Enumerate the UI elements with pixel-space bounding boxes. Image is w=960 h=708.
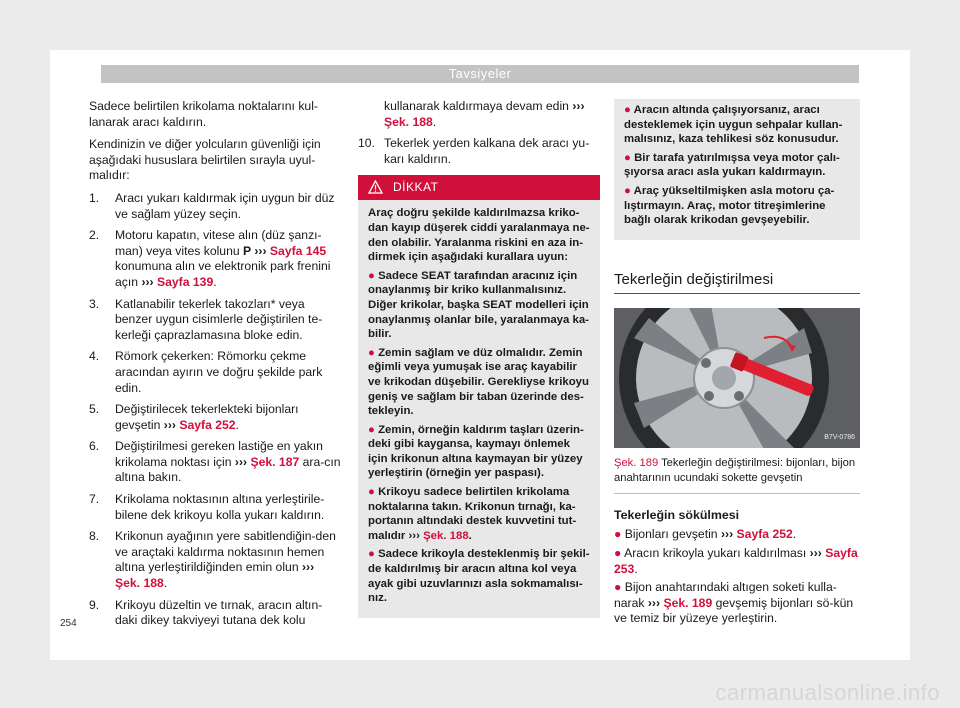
step-7: 7. Krikolama noktasının altına yerleştirile-bilene dek krikoyu kolla yukarı kaldırın. (89, 492, 325, 522)
ref-link[interactable]: Sayfa 252 (179, 417, 236, 432)
ref-link[interactable]: Şek. 187 (250, 454, 300, 469)
caption-ref: Şek. 189 (614, 457, 659, 470)
subsection-title: Tekerleğin sökülmesi (614, 507, 740, 522)
bullet-item: ● Aracın krikoyla yukarı kaldırılması ››› Sayfa 253. (614, 545, 858, 576)
warning-item: ● Bir tarafa yatırılmışsa veya motor çalı-şıyorsa aracı asla yukarı kaldırmayın. (624, 151, 840, 179)
wheel-figure (614, 308, 860, 448)
ref-link[interactable]: Sayfa 145 (269, 243, 327, 258)
warning-title: DİKKAT (393, 180, 439, 195)
warning-box-continued (614, 99, 860, 240)
warning-icon (368, 180, 383, 194)
figure-code: B7V-0786 (824, 433, 855, 441)
ref-link[interactable]: Sayfa 139 (157, 274, 214, 289)
warning-item: ● Araç yükseltilmişken asla motoru ça-lıştırmayın. Araç, motor titreşimlerine bağlı olarak krikodan gevşeyebilir. (624, 184, 835, 227)
step-9: 9. Krikoyu düzeltin ve tırnak, aracın altın-daki dikey takviyeyi tutana dek kolu (89, 597, 323, 628)
warning-item: ● Zemin, örneğin kaldırım taşları üzerin-deki gibi kaygansa, kaymayı önlemek için krikonun altına kaymayan bir yüzey yerleştirin (örneğin yer paspası). (368, 423, 584, 480)
ref-link[interactable]: Şek. 189 (663, 595, 713, 610)
bullet-item: ● Bijon anahtarındaki altıgen soketi kulla-narak ››› Şek. 189 gevşemiş bijonları sö-kün ve temiz bir yüzeye yerleştirin. (614, 580, 854, 626)
warning-body (358, 200, 600, 617)
ref-link[interactable]: Şek. 188 (384, 114, 433, 129)
intro-paragraph: Sadece belirtilen krikolama noktalarını kul-lanarak aracı kaldırın. (89, 99, 318, 129)
section-title: Tekerleğin değiştirilmesi (614, 272, 860, 295)
figure-caption: Şek. 189 Tekerleğin değiştirilmesi: bijonları, bijon anahtarının ucundaki sokette gevşetin (614, 448, 860, 493)
warning-item: ● Aracın altında çalışıyorsanız, aracı desteklemek için uygun sehpalar kullan-malısınız, kaza tehlikesi söz konusudur. (624, 104, 843, 146)
step-3: 3. Katlanabilir tekerlek takozları* veya benzer uygun cisimlerle değiştirilen te-kerleği çaprazlamasına bloke edin. (89, 296, 323, 342)
column-1 (89, 99, 342, 635)
page-header: Tavsiyeler (101, 65, 859, 83)
ref-link[interactable]: Şek. 188 (115, 576, 164, 591)
bullet-item: ● Bijonları gevşetin ››› Sayfa 252. (614, 527, 797, 542)
safety-paragraph: Kendinizin ve diğer yolcuların güvenliği için aşağıdaki hususlara belirtilen sırayla uyul-malıdır: (89, 137, 321, 183)
step-4: 4. Römork çekerken: Römorku çekme aracından ayırın ve doğru şekilde park edin. (89, 349, 323, 395)
step-5: 5. Değiştirilecek tekerlekteki bijonları gevşetin ››› Sayfa 252. (89, 402, 299, 432)
warning-item: ● Sadece SEAT tarafından aracınız için onaylanmış bir kriko kullanmalısınız. Diğer krikolar, başka SEAT modelleri için onaylanmış olanlar bile, yaralanmaya ka-bilir. (368, 269, 589, 341)
warning-item: ● Zemin sağlam ve düz olmalıdır. Zemin eğimli veya yumuşak ise araç kayabilir ve krikodan düşebilir. Gerekliyse krikoyu geniş ve sağlam bir taban üzerinde des-tekleyin. (368, 346, 589, 418)
step-6: 6. Değiştirilmesi gereken lastiğe en yakın krikolama noktası için ››› Şek. 187 ara-cın altına bakın. (89, 439, 341, 485)
step-8: 8. Krikonun ayağının yere sabitlendiğin-den ve araçtaki kaldırma noktasının hemen altına yerleştirildiğinden emin olun ››› Şek. 188. (89, 529, 336, 591)
ref-link[interactable]: Şek. 188 (423, 529, 469, 542)
warning-item: ● Krikoyu sadece belirtilen krikolama noktalarına takın. Krikonun tırnağı, ka-portanın altındaki destek kuvvetini tut-malıdır ››› Şek. 188. (368, 486, 577, 542)
warning-intro: Araç doğru şekilde kaldırılmazsa kriko-dan kayıp düşerek ciddi yaralanmaya ne-den olabilir. Yaralanma riskini en aza in-dirmek için aşağıdaki kurallara uyun: (368, 207, 590, 264)
step-10: 10. Tekerlek yerden kalkana dek aracı yu-karı kaldırın. (358, 136, 590, 166)
wheel-illustration (614, 308, 860, 448)
column-3 (614, 99, 860, 630)
ref-link[interactable]: Sayfa 253 (614, 545, 858, 576)
step-2: 2. Motoru kapatın, vitese alın (düz şanzı-man) veya vites kolunu P ››› Sayfa 145 konumuna alın ve elektronik park frenini açın ››› Sayfa 139. (89, 228, 331, 289)
warning-header (358, 175, 600, 200)
warning-box (358, 175, 600, 617)
page-number: 254 (60, 618, 77, 629)
step-1: 1. Aracı yukarı kaldırmak için uygun bir düz ve sağlam yüzey seçin. (89, 190, 335, 221)
column-2 (358, 99, 600, 618)
warning-item: ● Sadece krikoyla desteklenmiş bir şekil-de kaldırılmış bir aracın altına kol veya ayak gibi uzuvlarınızı asla sokmamalısı-nız. (368, 548, 590, 605)
watermark: carmanualsonline.info (715, 680, 940, 705)
steps-list (89, 191, 342, 629)
step-9-continuation: kullanarak kaldırmaya devam edin ››› Şek. 188. (384, 99, 585, 129)
ref-link[interactable]: Sayfa 252 (736, 527, 793, 542)
